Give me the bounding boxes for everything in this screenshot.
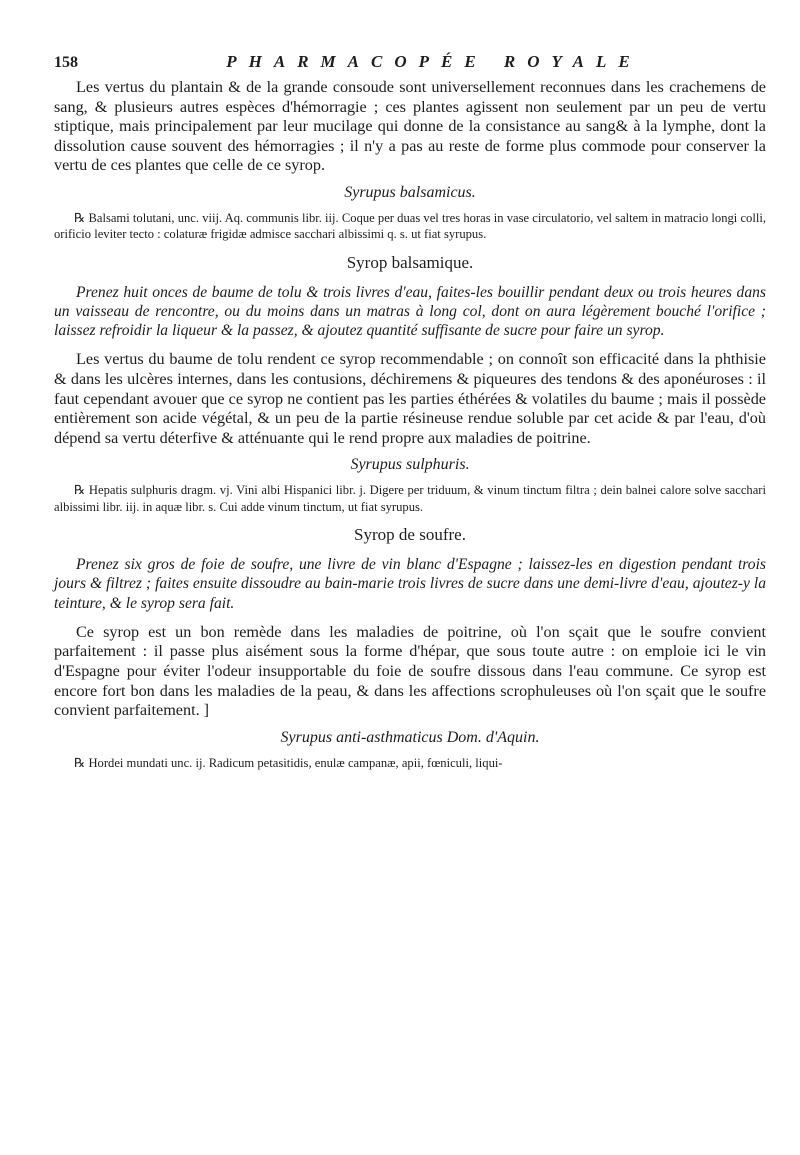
heading-syrupus-balsamicus: Syrupus balsamicus. [344, 183, 476, 201]
page-header [54, 52, 766, 72]
recipe-latin-anti-asthmaticus: ℞ Hordei mundati unc. ij. Radicum petasitidis, enulæ campanæ, apii, fœniculi, liqui- [74, 755, 503, 770]
paragraph-baume-tolu: Les vertus du baume de tolu rendent ce syrop recommendable ; on connoît son efficacité dans la phthisie & dans les ulcères internes, dans les contusions, déchiremens & piqueures des tendons & des aponéuroses : il faut cependant avouer que ce syrop ne contient pas les parties éthérées & volatiles du baume ; mais il possède entièrement son acide végétal, & un peu de la partie résineuse rendue soluble par cet acide & par l'eau, d'où dépend sa vertu déterfive & atténuante qui le rend propre aux maladies de poitrine. [54, 350, 766, 447]
recipe-latin-sulphuris: ℞ Hepatis sulphuris dragm. vj. Vini albi Hispanici libr. j. Digere per triduum, & vinum tinctum filtra ; dein balnei calore solve sacchari albissimi libr. iij. in aquæ libr. s. Cui adde vinum tinctum, ut fiat syrupus. [54, 483, 766, 514]
paragraph-soufre: Ce syrop est un bon remède dans les maladies de poitrine, où l'on sçait que le soufre convient parfaitement : il passe plus aisément sous la forme d'hépar, que sous toute autre : on emploie ici le vin d'Espagne pour éviter l'odeur insupportable du foie de soufre dissous dans l'eau commune. Ce syrop est encore fort bon dans les maladies de la peau, & dans les affections scrophuleuses où l'on sçait que le soufre convient parfaitement. ] [54, 622, 766, 720]
page-number: 158 [54, 54, 78, 71]
recipe-latin-balsamicus: ℞ Balsami tolutani, unc. viij. Aq. communis libr. iij. Coque per duas vel tres horas in vase circulatorio, vel saltem in matracio longi colli, orificio leviter tecto : colaturæ frigidæ admisce sacchari albissimi q. s. ut fiat syrupus. [54, 210, 766, 242]
heading-syrop-balsamique: Syrop balsamique. [346, 252, 474, 272]
heading-syrupus-sulphuris: Syrupus sulphuris. [350, 456, 470, 474]
running-title: PHARMACOPÉE ROYALE [226, 52, 642, 71]
paragraph-plantain: Les vertus du plantain & de la grande consoude sont universellement reconnues dans les crachemens de sang, & plusieurs autres espèces d'hémorragie ; ces plantes agissent non seulement par un peu de vertu stiptique, mais principalement par leur mucilage qui donne de la consistance au sang& à la lymphe, dont la dissolution cause souvent des hémorragies ; il n'y a pas au reste de forme plus commode pour conserver la vertu de ces plantes que celle de ce syrop. [54, 78, 766, 175]
heading-syrupus-anti-asthmaticus: Syrupus anti-asthmaticus Dom. d'Aquin. [280, 728, 540, 746]
recipe-fr-soufre: Prenez six gros de foie de soufre, une livre de vin blanc d'Espagne ; laissez-les en digestion pendant trois jours & filtrez ; faites ensuite dissoudre au bain-marie trois livres de sucre dans une demi-livre d'eau, ajoutez-y la teinture, & le syrop sera fait. [54, 556, 766, 612]
recipe-fr-balsamique: Prenez huit onces de baume de tolu & trois livres d'eau, faites-les bouillir pendant deux ou trois heures dans un vaisseau de rencontre, ou du moins dans un matras à long col, dont on aura légèrement bouché l'orifice ; laissez refroidir la liqueur & la passez, & ajoutez quantité suffisante de sucre pour faire un syrop. [54, 283, 766, 340]
heading-syrop-soufre: Syrop de soufre. [354, 525, 466, 545]
